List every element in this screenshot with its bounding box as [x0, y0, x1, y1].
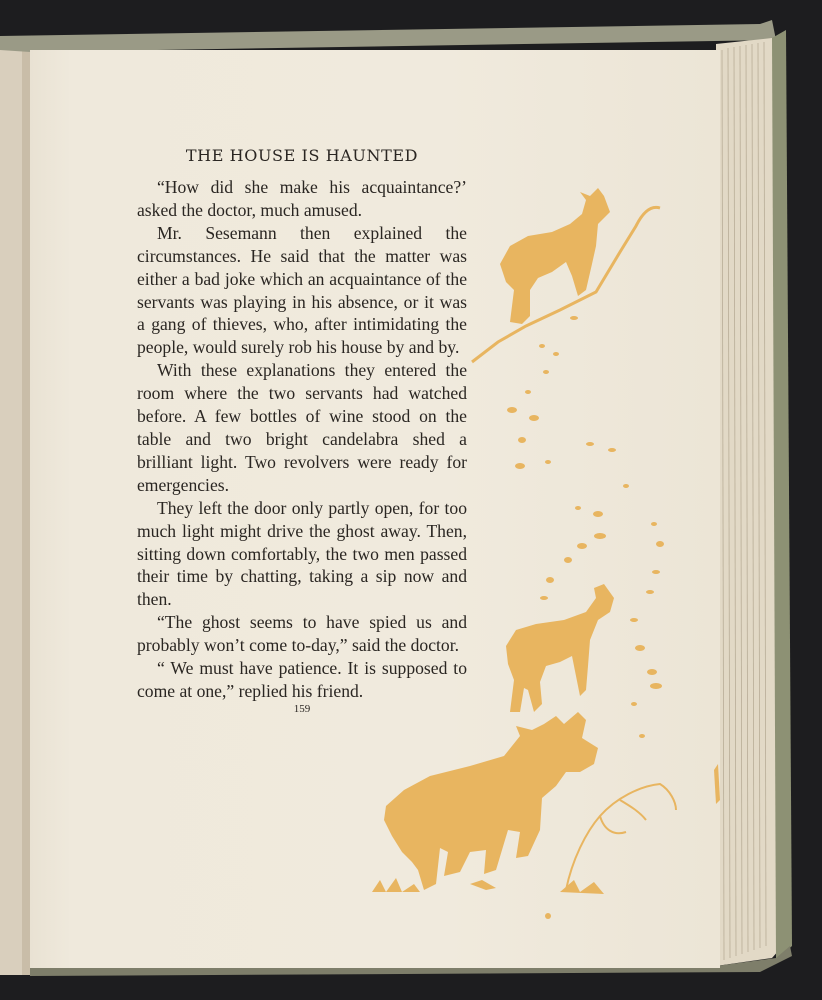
paragraph: With these explanations they entered the room where the two servants had watched before. A few bottles of wine stood on the table and two bright candelabra shed a brilliant light. Two revolvers were ready for emergencies.	[137, 360, 467, 495]
paragraph: “The ghost seems to have spied us and probably won’t come to-day,” said the doctor.	[137, 612, 467, 656]
ground-marks	[372, 878, 551, 919]
goat-middle-silhouette	[506, 584, 614, 712]
rock-outline	[566, 784, 676, 890]
paragraph: They left the door only partly open, for too much light might drive the ghost away. Then, sitting down comfortably, the two men passed their time by chatting, taking a sip now and then.	[137, 497, 467, 610]
paragraph: “How did she make his acquaintance?’ asked the doctor, much amused.	[137, 177, 467, 220]
paragraph: Mr. Sesemann then explained the circumstances. He said that the matter was either a bad joke which an acquaintance of the servants was playing in his absence, or it was a gang of thieves, who, after intimidating the people, would surely rob his house by and by.	[137, 222, 467, 358]
paragraph: “ We must have patience. It is supposed to come at one,” replied his friend.	[137, 658, 467, 701]
goats-bottom-silhouette	[384, 712, 598, 890]
running-head: THE HOUSE IS HAUNTED	[185, 146, 419, 165]
body-text	[137, 176, 467, 703]
page-number: 159	[293, 703, 311, 715]
